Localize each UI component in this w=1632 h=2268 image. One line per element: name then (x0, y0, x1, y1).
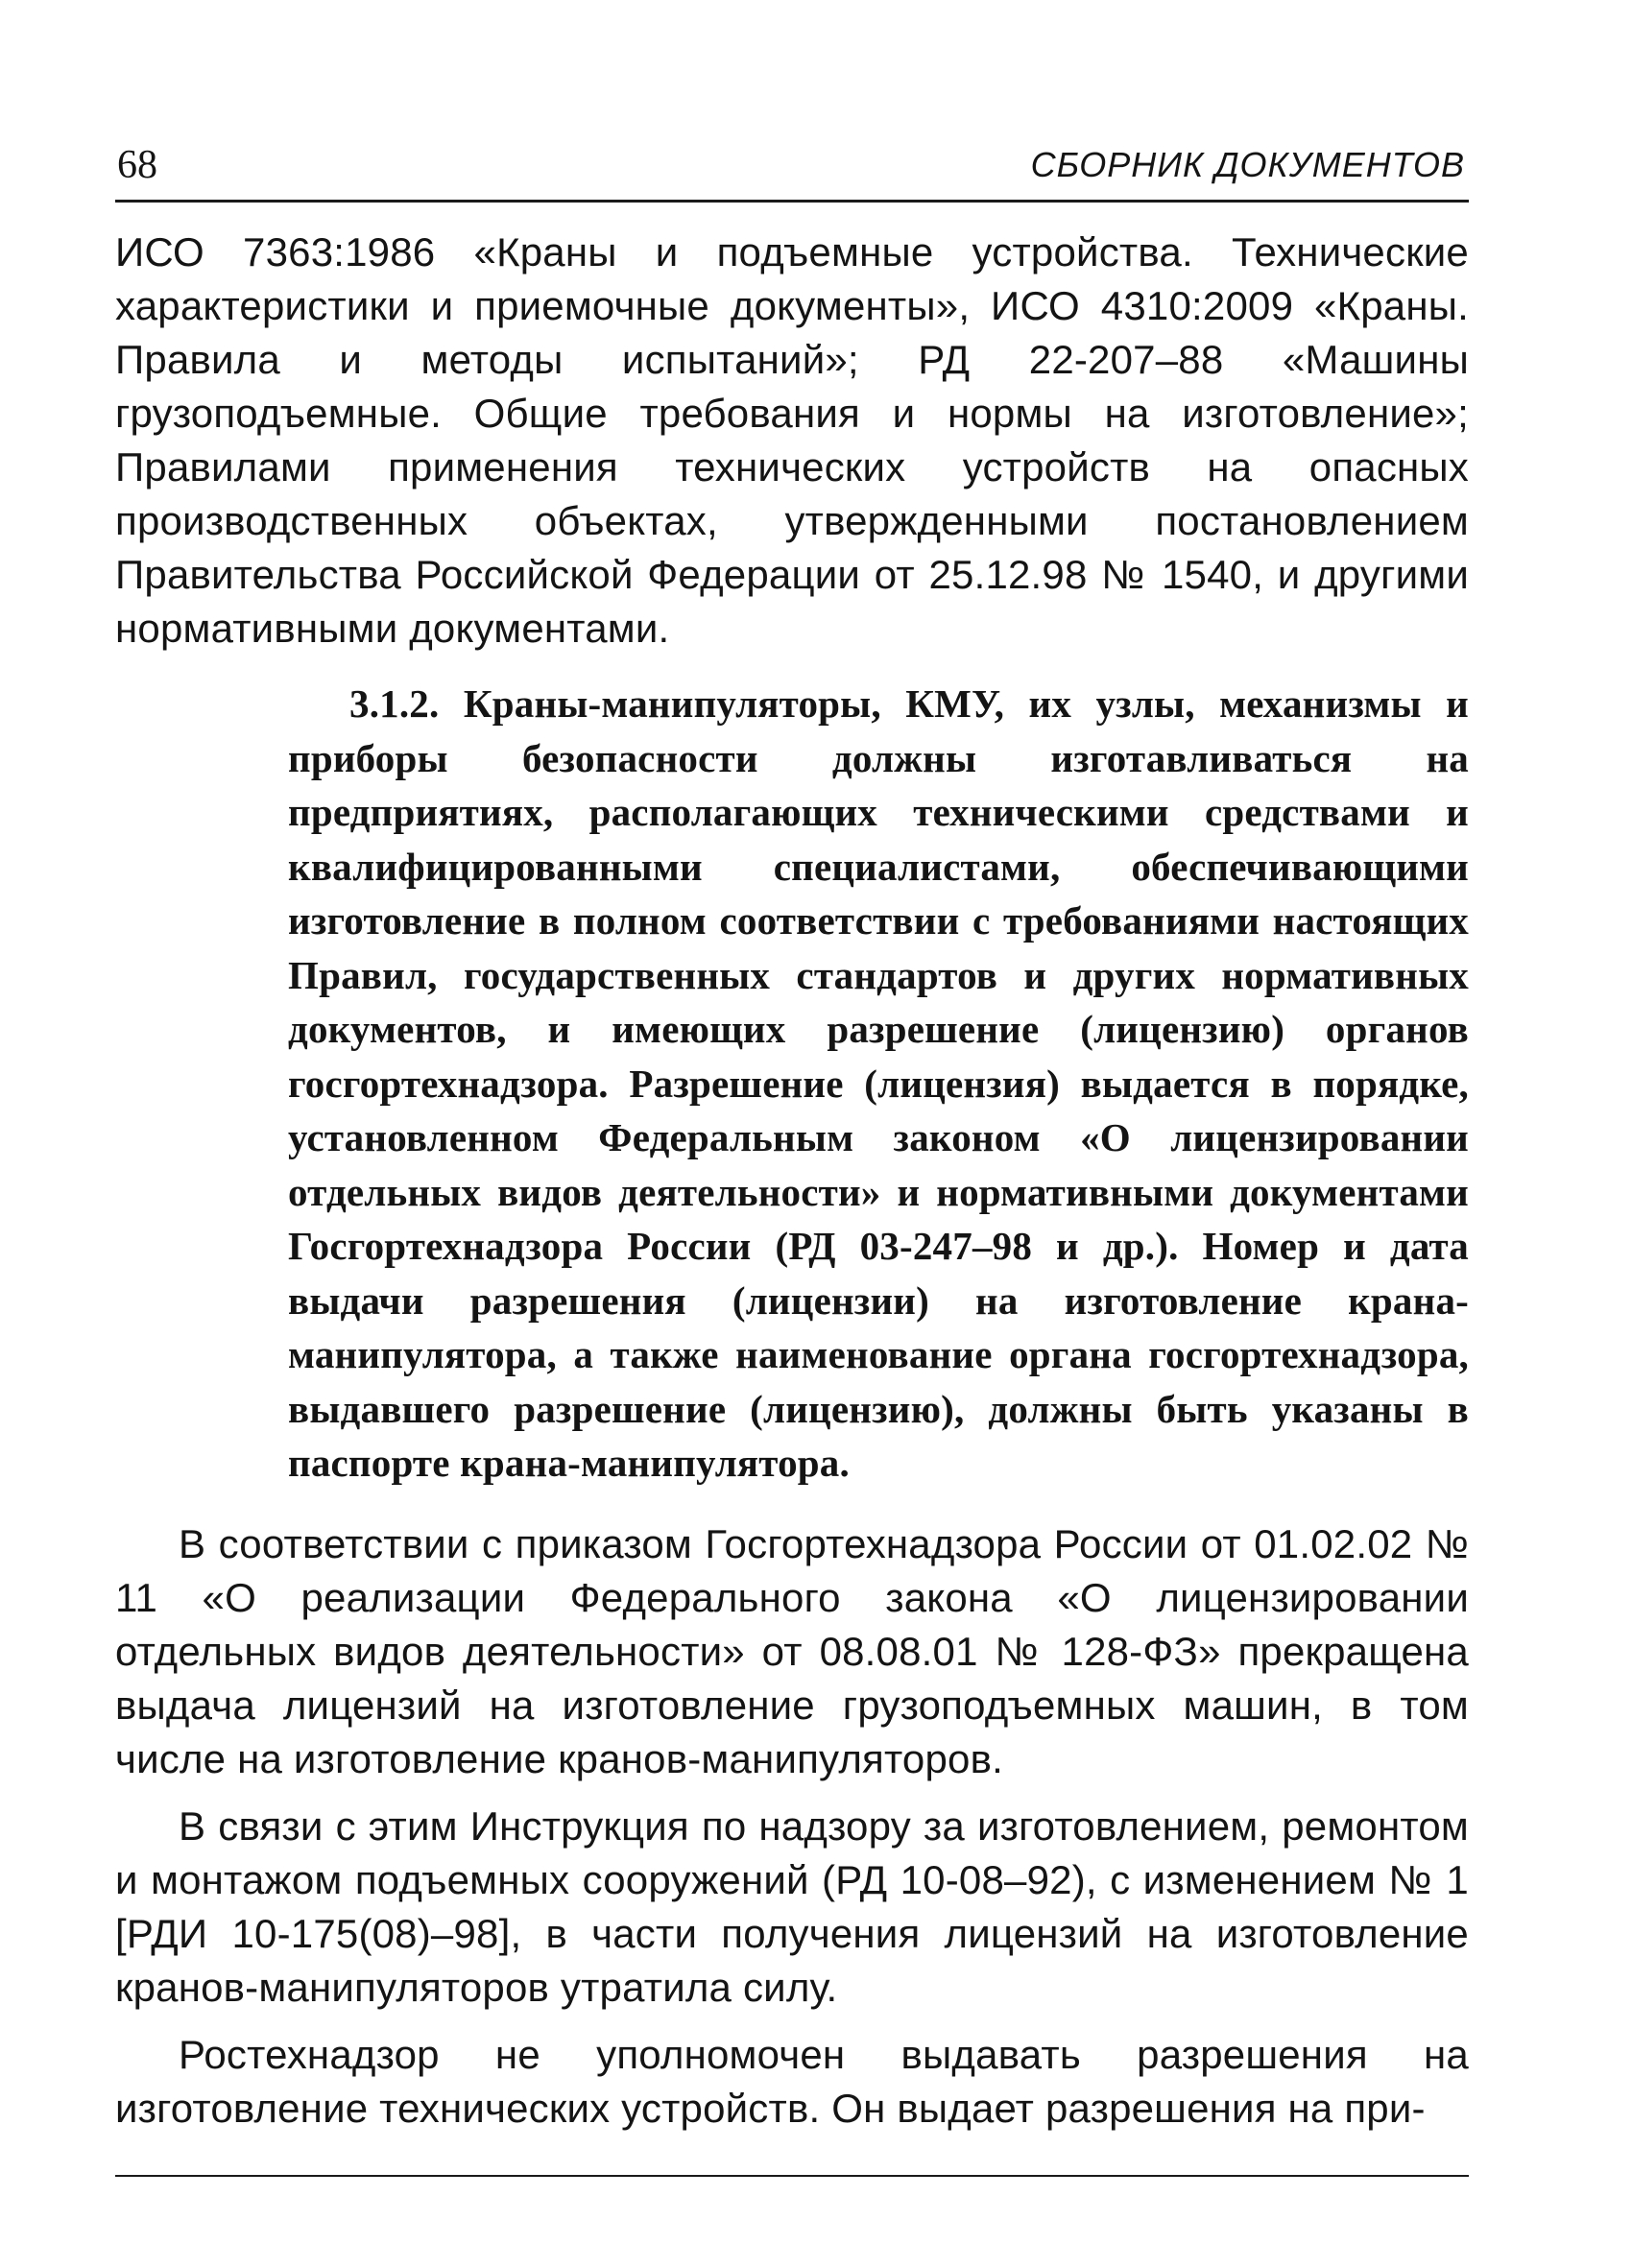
clause-3-1-2 (288, 677, 1469, 1491)
page-content (115, 203, 1469, 2136)
paragraph-instruction-void: В связи с этим Инструкция по надзору за изготовлением, ремонтом и монтажом подъемных сооружений (РД 10-08–92), с изменением № 1 [РДИ 10-175(08)–98], в части получения лицензий на изготовление кранов-манипуляторов утратила силу. (115, 1802, 1469, 2010)
paragraph-standards-list: ИСО 7363:1986 «Краны и подъемные устройства. Технические характеристики и приемочные документы», ИСО 4310:2009 «Краны. Правила и методы испытаний»; РД 22-207–88 «Машины грузоподъемные. Общие требования и нормы на изготовление»; Правилами применения технических устройств на опасных производственных объектах, утвержденными постановлением Правительства Российской Федерации от 25.12.98 № 1540, и другими нормативными документами. (115, 229, 1469, 651)
clause-3-1-2-text: 3.1.2. Краны-манипуляторы, КМУ, их узлы, механизмы и приборы безопасности должны изготавливаться на предприятиях, располагающих техническими средствами и квалифицированными специалистами, обеспечивающими изготовление в полном соответствии с требованиями настоящих Правил, государственных стандартов и других нормативных документов, и имеющих разрешение (лицензию) органов госгортехнадзора. Разрешение (лицензия) выдается в порядке, установленном Федеральным законом «О лицензировании отдельных видов деятельности» и нормативными документами Госгортехнадзора России (РД 03-247–98 и др.). Номер и дата выдачи разрешения (лицензии) на изготовление крана-манипулятора, а также наименование органа госгортехнадзора, выдавшего разрешение (лицензию), должны быть указаны в паспорте крана-манипулятора. (288, 681, 1469, 1485)
page-header (115, 134, 1469, 203)
page-number: 68 (117, 143, 157, 187)
document-page (115, 134, 1469, 2169)
paragraph-rostekhnadzor: Ростехнадзор не уполномочен выдавать разрешения на изготовление технических устройств. Он выдает разрешения на при- (115, 2031, 1469, 2131)
bottom-divider (115, 2175, 1469, 2177)
paragraph-license-order: В соответствии с приказом Госгортехнадзора России от 01.02.02 № 11 «О реализации Федерального закона «О лицензировании отдельных видов деятельности» от 08.08.01 № 128-ФЗ» прекращена выдача лицензий на изготовление грузоподъемных машин, в том числе на изготовление кранов-манипуляторов. (115, 1520, 1469, 1781)
running-title: СБОРНИК ДОКУМЕНТОВ (1030, 145, 1465, 184)
